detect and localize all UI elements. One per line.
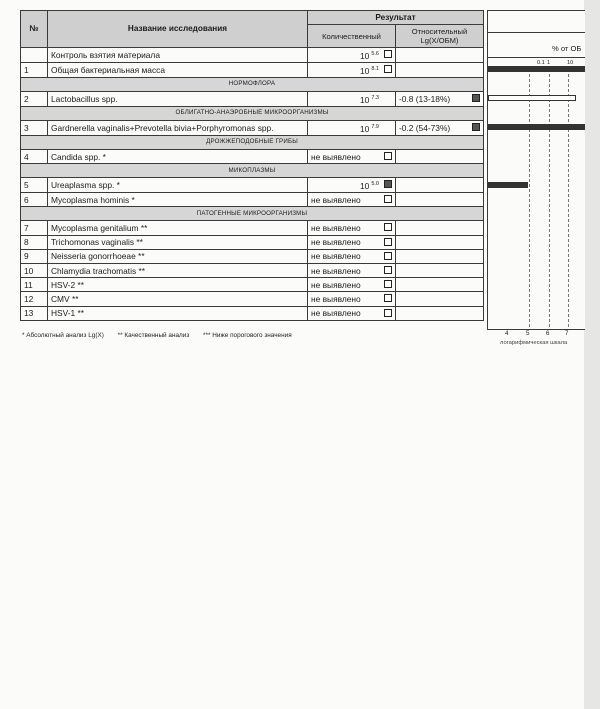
table-row bbox=[21, 193, 484, 207]
quant-cell bbox=[308, 48, 396, 63]
quant-cell bbox=[308, 292, 396, 306]
test-name: Gardnerella vaginalis+Prevotella bivia+Porphyromonas spp. bbox=[48, 120, 308, 135]
col-relative-line1: Относительный bbox=[411, 27, 468, 37]
table-row bbox=[21, 48, 484, 63]
relative-cell bbox=[396, 249, 484, 263]
relative-cell bbox=[396, 149, 484, 163]
axis-caption: логарифмическая шкала bbox=[500, 340, 568, 346]
grid-line bbox=[549, 69, 550, 327]
col-quant: Количественный bbox=[308, 25, 396, 48]
quant-text: не выявлено bbox=[311, 194, 361, 205]
marker-square-icon bbox=[472, 123, 480, 131]
quant-cell bbox=[308, 249, 396, 263]
quant-text: не выявлено bbox=[311, 308, 361, 319]
table-row bbox=[21, 292, 484, 306]
col-name: Название исследования bbox=[48, 11, 308, 48]
quant-power: 5.6 bbox=[371, 51, 379, 58]
footnote-absolute: * Абсолютный анализ Lg(X) bbox=[22, 332, 104, 339]
axis-tick-label: 6 bbox=[546, 330, 550, 337]
section-row bbox=[21, 207, 484, 221]
chart-bar-row-3 bbox=[488, 124, 585, 130]
section-label: ДРОЖЖЕПОДОБНЫЕ ГРИБЫ bbox=[21, 135, 484, 149]
results-body bbox=[21, 48, 484, 321]
relative-cell bbox=[396, 221, 484, 235]
relative-cell bbox=[396, 193, 484, 207]
quant-cell bbox=[308, 62, 396, 77]
footnote-threshold: *** Ниже порогового значения bbox=[203, 332, 292, 339]
quant-text: не выявлено bbox=[311, 223, 361, 234]
quant-base: 10 bbox=[360, 123, 370, 134]
test-name: Lactobacillus spp. bbox=[48, 91, 308, 106]
row-number: 2 bbox=[21, 91, 48, 106]
quant-cell bbox=[308, 264, 396, 278]
log-scale-chart bbox=[487, 10, 585, 330]
check-box-icon bbox=[384, 65, 392, 73]
page-edge bbox=[584, 0, 600, 709]
test-name: Chlamydia trachomatis ** bbox=[48, 264, 308, 278]
quant-cell bbox=[308, 278, 396, 292]
marker-square-icon bbox=[472, 94, 480, 102]
quant-text: не выявлено bbox=[311, 294, 361, 305]
test-name: Общая бактериальная масса bbox=[48, 62, 308, 77]
row-number: 12 bbox=[21, 292, 48, 306]
grid-line bbox=[568, 69, 569, 327]
row-number: 13 bbox=[21, 306, 48, 320]
row-number: 6 bbox=[21, 193, 48, 207]
section-label: МИКОПЛАЗМЫ bbox=[21, 164, 484, 178]
test-name: Mycoplasma hominis * bbox=[48, 193, 308, 207]
relative-cell bbox=[396, 306, 484, 320]
section-row bbox=[21, 106, 484, 120]
row-number: 3 bbox=[21, 120, 48, 135]
chart-subheader-line bbox=[488, 57, 585, 58]
row-number: 11 bbox=[21, 278, 48, 292]
section-label: НОРМОФЛОРА bbox=[21, 77, 484, 91]
quant-base: 10 bbox=[360, 94, 370, 105]
table-row bbox=[21, 149, 484, 163]
table-row bbox=[21, 278, 484, 292]
test-name: Ureaplasma spp. * bbox=[48, 178, 308, 193]
row-number: 4 bbox=[21, 149, 48, 163]
table-row bbox=[21, 235, 484, 249]
check-box-icon bbox=[384, 223, 392, 231]
relative-cell bbox=[396, 48, 484, 63]
relative-cell bbox=[396, 264, 484, 278]
relative-cell bbox=[396, 120, 484, 135]
quant-cell bbox=[308, 91, 396, 106]
grid-line bbox=[529, 69, 530, 327]
quant-base: 10 bbox=[360, 65, 370, 76]
row-number bbox=[21, 48, 48, 63]
relative-cell bbox=[396, 278, 484, 292]
footnotes bbox=[22, 332, 304, 339]
relative-value: -0.2 (54-73%) bbox=[399, 122, 451, 133]
table-row bbox=[21, 221, 484, 235]
top-tick-label: 0.1 bbox=[537, 60, 545, 66]
axis-tick-label: 7 bbox=[565, 330, 569, 337]
relative-cell bbox=[396, 235, 484, 249]
chart-header-line bbox=[488, 32, 585, 33]
table-row bbox=[21, 306, 484, 320]
row-number: 1 bbox=[21, 62, 48, 77]
check-box-icon bbox=[384, 50, 392, 58]
quant-cell bbox=[308, 235, 396, 249]
table-row bbox=[21, 62, 484, 77]
chart-header: % от ОБ bbox=[552, 44, 582, 53]
check-box-icon bbox=[384, 266, 392, 274]
table-row bbox=[21, 120, 484, 135]
check-box-icon bbox=[384, 238, 392, 246]
top-tick-label: 1 bbox=[547, 60, 551, 66]
quant-power: 7.9 bbox=[371, 123, 379, 130]
quant-base: 10 bbox=[360, 50, 370, 61]
quant-text: не выявлено bbox=[311, 237, 361, 248]
col-relative-line2: Lg(X/ОБМ) bbox=[420, 36, 459, 46]
check-box-icon bbox=[384, 280, 392, 288]
quant-cell bbox=[308, 221, 396, 235]
axis-tick-label: 5 bbox=[526, 330, 530, 337]
relative-cell bbox=[396, 178, 484, 193]
relative-cell bbox=[396, 62, 484, 77]
row-number: 9 bbox=[21, 249, 48, 263]
quant-power: 5.0 bbox=[371, 181, 379, 188]
results-table bbox=[20, 10, 484, 321]
table-row bbox=[21, 178, 484, 193]
chart-bar-row-2 bbox=[488, 95, 576, 101]
section-label: ПАТОГЕННЫЕ МИКРООРГАНИЗМЫ bbox=[21, 207, 484, 221]
quant-power: 8.1 bbox=[371, 65, 379, 72]
test-name: Candida spp. * bbox=[48, 149, 308, 163]
check-box-icon bbox=[384, 294, 392, 302]
quant-power: 7.3 bbox=[371, 94, 379, 101]
table-row bbox=[21, 91, 484, 106]
check-box-icon bbox=[384, 309, 392, 317]
check-box-icon bbox=[384, 252, 392, 260]
quant-text: не выявлено bbox=[311, 279, 361, 290]
section-row bbox=[21, 77, 484, 91]
quant-cell bbox=[308, 149, 396, 163]
check-box-icon bbox=[384, 195, 392, 203]
row-number: 7 bbox=[21, 221, 48, 235]
quant-text: не выявлено bbox=[311, 265, 361, 276]
test-name: HSV-1 ** bbox=[48, 306, 308, 320]
relative-cell bbox=[396, 292, 484, 306]
footnote-qualitative: ** Качественный анализ bbox=[117, 332, 190, 339]
test-name: HSV-2 ** bbox=[48, 278, 308, 292]
quant-cell bbox=[308, 178, 396, 193]
test-name: Контроль взятия материала bbox=[48, 48, 308, 63]
section-row bbox=[21, 135, 484, 149]
check-box-icon bbox=[384, 152, 392, 160]
quant-cell bbox=[308, 193, 396, 207]
table-row bbox=[21, 249, 484, 263]
quant-text: не выявлено bbox=[311, 151, 361, 162]
top-tick-label: 10 bbox=[567, 60, 574, 66]
row-number: 8 bbox=[21, 235, 48, 249]
test-name: CMV ** bbox=[48, 292, 308, 306]
col-no: № bbox=[21, 11, 48, 48]
axis-tick-label: 4 bbox=[505, 330, 509, 337]
check-box-icon bbox=[384, 180, 392, 188]
relative-cell bbox=[396, 91, 484, 106]
section-row bbox=[21, 164, 484, 178]
col-relative bbox=[396, 25, 484, 48]
quant-text: не выявлено bbox=[311, 251, 361, 262]
test-name: Mycoplasma genitalium ** bbox=[48, 221, 308, 235]
relative-value: -0.8 (13-18%) bbox=[399, 93, 451, 104]
row-number: 10 bbox=[21, 264, 48, 278]
col-result: Результат bbox=[308, 11, 484, 25]
quant-cell bbox=[308, 306, 396, 320]
section-label: ОБЛИГАТНО-АНАЭРОБНЫЕ МИКРООРГАНИЗМЫ bbox=[21, 106, 484, 120]
table-row bbox=[21, 264, 484, 278]
test-name: Neisseria gonorrhoeae ** bbox=[48, 249, 308, 263]
quant-cell bbox=[308, 120, 396, 135]
quant-base: 10 bbox=[360, 181, 370, 192]
chart-bar-row-5 bbox=[488, 182, 528, 188]
chart-bar-row-1 bbox=[488, 66, 585, 72]
row-number: 5 bbox=[21, 178, 48, 193]
test-name: Trichomonas vaginalis ** bbox=[48, 235, 308, 249]
